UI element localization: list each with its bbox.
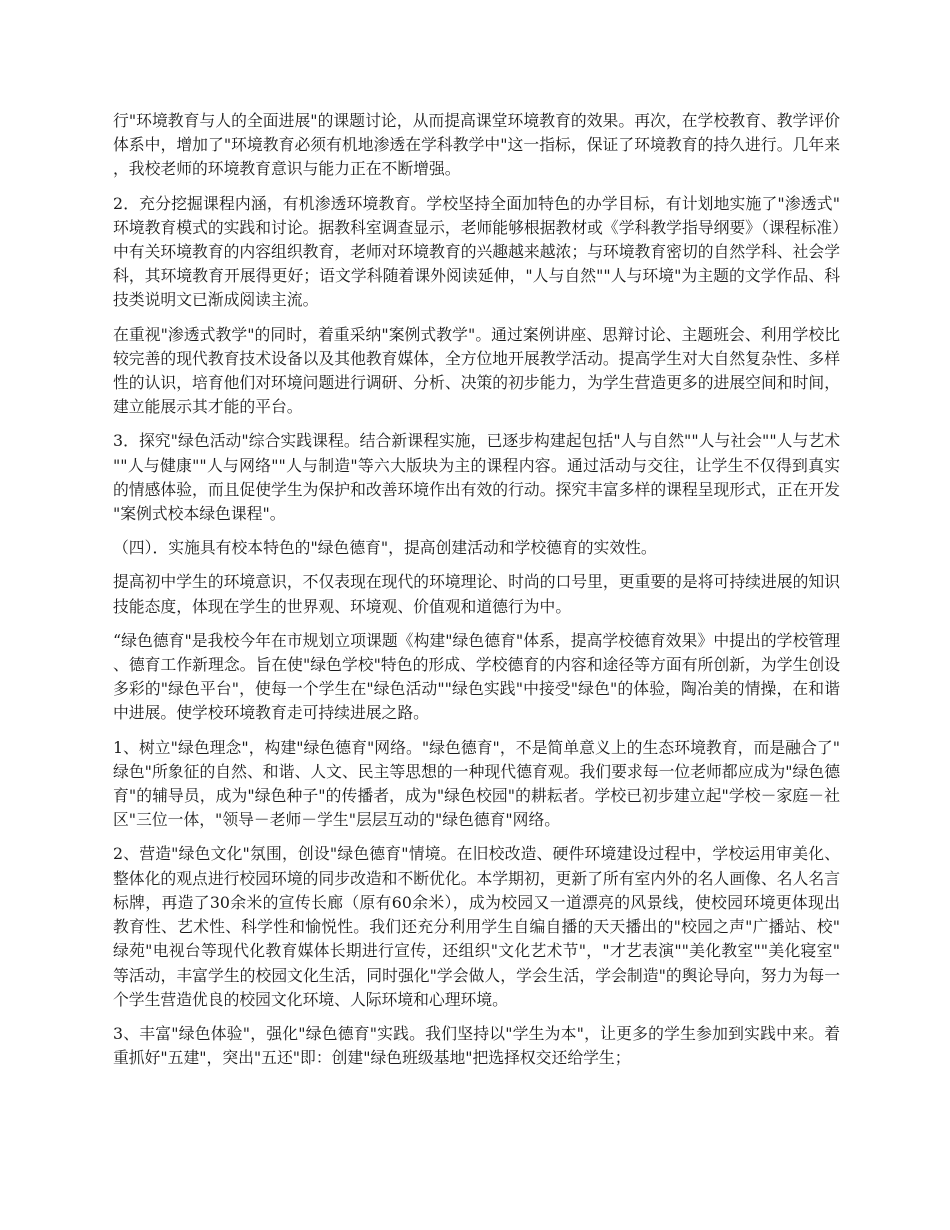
paragraph-10: 3、丰富"绿色体验"，强化"绿色德育"实践。我们坚持以"学生为本"，让更多的学生参加到实践中来。着重抓好"五建"，突出"五还"即：创建"绿色班级基地"把选择权交还给学生； [113,1023,840,1068]
paragraph-1: 行"环境教育与人的全面进展"的课题讨论，从而提高课堂环境教育的效果。再次，在学校教育、教学评价体系中，增加了"环境教育必须有机地渗透在学科教学中"这一指标，保证了环境教育的持久进行。几年来，我校老师的环境教育意识与能力正在不断增强。 [113,111,840,179]
document-page [113,109,840,1080]
paragraph-4: 3．探究"绿色活动"综合实践课程。结合新课程实施，已逐步构建起包括"人与自然""人与社会""人与艺术""人与健康""人与网络""人与制造"等六大版块为主的课程内容。通过活动与交往，让学生不仅得到真实的情感体验，而且促使学生为保护和改善环境作出有效的行动。探究丰富多样的课程呈现形式，正在开发"案例式校本绿色课程"。 [113,431,840,524]
paragraph-3: 在重视"渗透式教学"的同时，着重采纳"案例式教学"。通过案例讲座、思辩讨论、主题班会、利用学校比较完善的现代教育技术设备以及其他教育媒体，全方位地开展教学活动。提高学生对大自然复杂性、多样性的认识，培育他们对环境问题进行调研、分析、决策的初步能力，为学生营造更多的进展空间和时间，建立能展示其才能的平台。 [113,324,840,417]
paragraph-8: 1、树立"绿色理念"，构建"绿色德育"网络。"绿色德育"，不是简单意义上的生态环境教育，而是融合了"绿色"所象征的自然、和谐、人文、民主等思想的一种现代德育观。我们要求每一位老师都应成为"绿色德育"的辅导员，成为"绿色种子"的传播者，成为"绿色校园"的耕耘者。学校已初步建立起"学校－家庭－社区"三位一体，"领导－老师－学生"层层互动的"绿色德育"网络。 [113,737,840,830]
paragraph-2: 2．充分挖掘课程内涵，有机渗透环境教育。学校坚持全面加特色的办学目标，有计划地实施了"渗透式"环境教育模式的实践和讨论。据教科室调查显示，老师能够根据教材或《学科教学指导纲要》（课程标准）中有关环境教育的内容组织教育，老师对环境教育的兴趣越来越浓；与环境教育密切的自然学科、社会学科，其环境教育开展得更好；语文学科随着课外阅读延伸，"人与自然""人与环境"为主题的文学作品、科技类说明文已渐成阅读主流。 [113,193,840,310]
paragraph-6: 提高初中学生的环境意识，不仅表现在现代的环境理论、时尚的口号里，更重要的是将可持续进展的知识技能态度，体现在学生的世界观、环境观、价值观和道德行为中。 [113,572,840,616]
section-heading-4: （四）．实施具有校本特色的"绿色德育"，提高创建活动和学校德育的实效性。 [113,538,657,558]
paragraph-7: “绿色德育"是我校今年在市规划立项课题《构建"绿色德育"体系，提高学校德育效果》中提出的学校管理、德育工作新理念。旨在使"绿色学校"特色的形成、学校德育的内容和途径等方面有所创新，为学生创设多彩的"绿色平台"，使每一个学生在"绿色活动""绿色实践"中接受"绿色"的体验，陶冶美的情操，在和谐中进展。使学校环境教育走可持续进展之路。 [113,630,841,723]
paragraph-9: 2、营造"绿色文化"氛围，创设"绿色德育"情境。在旧校改造、硬件环境建设过程中，学校运用审美化、整体化的观点进行校园环境的同步改造和不断优化。本学期初，更新了所有室内外的名人画像、名人名言标牌，再造了30余米的宣传长廊（原有60余米），成为校园又一道漂亮的风景线，使校园环境更体现出教育性、艺术性、科学性和愉悦性。我们还充分利用学生自编自播的天天播出的"校园之声"广播站、校"绿苑"电视台等现代化教育媒体长期进行宣传，还组织"文化艺术节"，"才艺表演""美化教室""美化寝室"等活动，丰富学生的校园文化生活，同时强化"学会做人，学会生活，学会制造"的舆论导向，努力为每一个学生营造优良的校园文化环境、人际环境和心理环境。 [113,844,840,1009]
